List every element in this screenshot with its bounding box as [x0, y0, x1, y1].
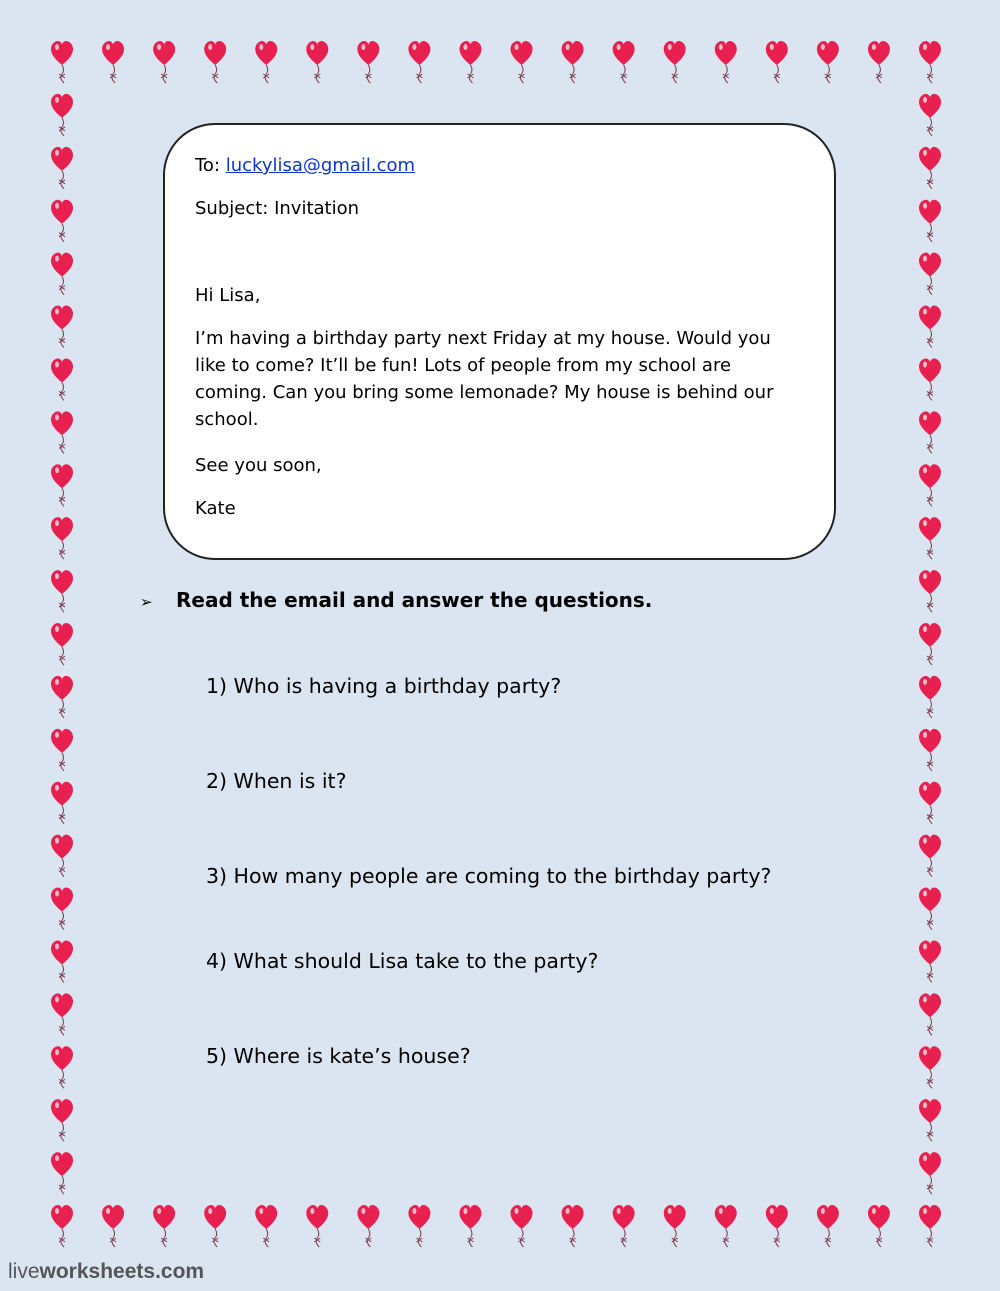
heart-balloon-icon: [51, 94, 73, 136]
arrow-bullet-icon: ➢: [140, 593, 153, 611]
heart-balloon-icon: [919, 940, 941, 982]
question-1: 1) Who is having a birthday party?: [206, 674, 562, 698]
heart-balloon-icon: [919, 623, 941, 665]
question-5: 5) Where is kate’s house?: [206, 1044, 471, 1068]
heart-balloon-icon: [919, 253, 941, 295]
heart-balloon-icon: [357, 41, 379, 83]
heart-balloon-icon: [919, 1205, 941, 1247]
email-to-label: To:: [195, 155, 221, 176]
question-2: 2) When is it?: [206, 769, 347, 793]
heart-balloon-icon: [919, 411, 941, 453]
heart-balloon-icon: [919, 835, 941, 877]
heart-balloon-icon: [868, 1205, 890, 1247]
heart-balloon-icon: [511, 1205, 533, 1247]
heart-balloon-icon: [51, 358, 73, 400]
heart-balloon-icon: [919, 1046, 941, 1088]
heart-balloon-icon: [51, 676, 73, 718]
heart-balloon-icon: [919, 1099, 941, 1141]
heart-balloon-icon: [715, 1205, 737, 1247]
heart-balloon-icon: [51, 729, 73, 771]
heart-balloon-icon: [715, 41, 737, 83]
heart-balloon-icon: [306, 41, 328, 83]
heart-balloon-icon: [51, 623, 73, 665]
heart-balloon-icon: [204, 41, 226, 83]
heart-balloon-icon: [51, 993, 73, 1035]
heart-balloon-icon: [562, 1205, 584, 1247]
heart-balloon-icon: [255, 41, 277, 83]
heart-balloon-icon: [664, 41, 686, 83]
heart-balloon-icon: [919, 147, 941, 189]
heart-balloon-icon: [51, 888, 73, 930]
heart-balloon-icon: [51, 253, 73, 295]
heart-balloon-icon: [51, 1046, 73, 1088]
instruction-text: Read the email and answer the questions.: [176, 588, 653, 612]
heart-balloon-icon: [817, 1205, 839, 1247]
heart-balloon-icon: [51, 940, 73, 982]
heart-balloon-icon: [919, 41, 941, 83]
heart-balloon-icon: [357, 1205, 379, 1247]
heart-balloon-icon: [306, 1205, 328, 1247]
email-signature: Kate: [195, 498, 236, 519]
heart-balloon-icon: [51, 570, 73, 612]
heart-balloon-icon: [102, 41, 124, 83]
heart-balloon-icon: [919, 993, 941, 1035]
heart-balloon-icon: [51, 411, 73, 453]
liveworksheets-logo: liveworksheets.com: [8, 1260, 205, 1283]
heart-balloon-icon: [459, 1205, 481, 1247]
heart-balloon-icon: [613, 41, 635, 83]
heart-balloon-icon: [51, 464, 73, 506]
heart-balloon-icon: [919, 306, 941, 348]
heart-balloon-icon: [919, 1152, 941, 1194]
heart-balloon-icon: [153, 1205, 175, 1247]
heart-balloon-icon: [51, 41, 73, 83]
email-closing: See you soon,: [195, 455, 322, 476]
heart-balloon-icon: [204, 1205, 226, 1247]
heart-balloon-icon: [51, 517, 73, 559]
heart-balloon-icon: [919, 888, 941, 930]
heart-balloon-icon: [153, 41, 175, 83]
heart-balloon-icon: [766, 1205, 788, 1247]
email-greeting: Hi Lisa,: [195, 285, 261, 306]
heart-balloon-icon: [51, 1205, 73, 1247]
instruction: [140, 588, 652, 612]
heart-balloon-icon: [51, 200, 73, 242]
heart-balloon-icon: [408, 1205, 430, 1247]
heart-balloon-icon: [51, 782, 73, 824]
heart-balloon-icon: [51, 1152, 73, 1194]
heart-balloon-icon: [255, 1205, 277, 1247]
heart-balloon-icon: [919, 782, 941, 824]
heart-balloon-icon: [664, 1205, 686, 1247]
question-4: 4) What should Lisa take to the party?: [206, 949, 599, 973]
email-body: I’m having a birthday party next Friday at my house. Would you like to come? It’ll be fun! Lots of people from my school are coming. Can you bring some lemonade? My house is behind our school.: [195, 328, 774, 430]
heart-balloon-icon: [919, 570, 941, 612]
heart-balloon-icon: [919, 464, 941, 506]
heart-balloon-icon: [919, 676, 941, 718]
question-3: 3) How many people are coming to the birthday party?: [206, 864, 772, 888]
heart-balloon-icon: [408, 41, 430, 83]
heart-balloon-icon: [919, 94, 941, 136]
heart-balloon-icon: [562, 41, 584, 83]
email-to-line: [195, 152, 415, 179]
heart-balloon-icon: [102, 1205, 124, 1247]
heart-balloon-icon: [51, 835, 73, 877]
email-address-link[interactable]: luckylisa@gmail.com: [225, 155, 416, 176]
heart-balloon-icon: [766, 41, 788, 83]
heart-balloon-icon: [511, 41, 533, 83]
email-subject: Subject: Invitation: [195, 198, 360, 219]
heart-balloon-icon: [919, 729, 941, 771]
heart-balloon-icon: [51, 147, 73, 189]
heart-balloon-icon: [613, 1205, 635, 1247]
heart-balloon-icon: [51, 1099, 73, 1141]
heart-balloon-icon: [919, 517, 941, 559]
heart-balloon-icon: [868, 41, 890, 83]
heart-balloon-icon: [459, 41, 481, 83]
heart-balloon-icon: [51, 306, 73, 348]
heart-balloon-icon: [919, 358, 941, 400]
heart-balloon-icon: [817, 41, 839, 83]
heart-balloon-icon: [919, 200, 941, 242]
